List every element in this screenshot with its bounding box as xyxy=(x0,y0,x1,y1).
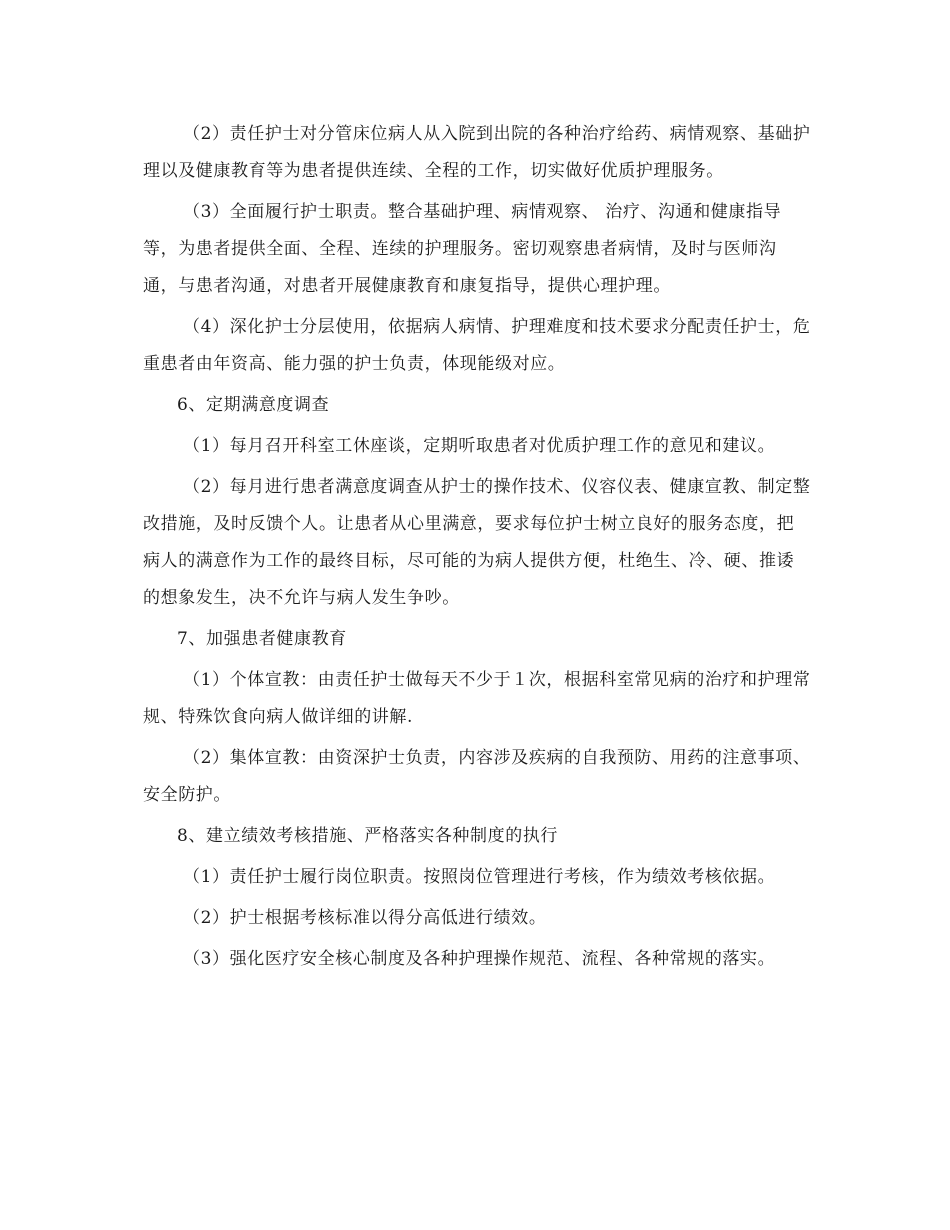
paragraph-6-2: （2）每月进行患者满意度调查从护士的操作技术、仪容仪表、健康宣教、制定整改措施，及时反馈个人。让患者从心里满意，要求每位护士树立良好的服务态度，把病人的满意作为工作的最终目标，尽可能的为病人提供方便，杜绝生、冷、硬、推诿的想象发生，决不允许与病人发生争吵。 xyxy=(143,477,811,608)
section-heading-7: 7、加强患者健康教育 xyxy=(177,629,347,649)
paragraph-8-3: （3）强化医疗安全核心制度及各种护理操作规范、流程、各种常规的落实。 xyxy=(183,949,776,969)
section-heading-8: 8、建立绩效考核措施、严格落实各种制度的执行 xyxy=(177,826,559,846)
paragraph-7-1: （1）个体宣教：由责任护士做每天不少于１次，根据科室常见病的治疗和护理常规、特殊饮食向病人做详细的讲解. xyxy=(143,670,811,727)
paragraph-2-responsible-nurse: （2）责任护士对分管床位病人从入院到出院的各种治疗给药、病情观察、基础护理以及健康教育等为患者提供连续、全程的工作，切实做好优质护理服务。 xyxy=(143,124,811,181)
document-body xyxy=(143,116,811,982)
paragraph-8-1: （1）责任护士履行岗位职责。按照岗位管理进行考核，作为绩效考核依据。 xyxy=(183,867,776,887)
paragraph-6-1: （1）每月召开科室工休座谈，定期听取患者对优质护理工作的意见和建议。 xyxy=(183,436,776,456)
paragraph-3-nurse-duties: （3）全面履行护士职责。整合基础护理、病情观察、 治疗、沟通和健康指导等，为患者提供全面、全程、连续的护理服务。密切观察患者病情，及时与医师沟通，与患者沟通，对患者开展健康教育和康复指导，提供心理护理。 xyxy=(143,202,782,296)
paragraph-4-tiered-use: （4）深化护士分层使用，依据病人病情、护理难度和技术要求分配责任护士，危重患者由年资高、能力强的护士负责，体现能级对应。 xyxy=(143,317,811,374)
section-heading-6: 6、定期满意度调查 xyxy=(177,395,330,415)
paragraph-8-2: （2）护士根据考核标准以得分高低进行绩效。 xyxy=(183,908,547,928)
paragraph-7-2: （2）集体宣教：由资深护士负责，内容涉及疾病的自我预防、用药的注意事项、安全防护。 xyxy=(143,748,811,805)
